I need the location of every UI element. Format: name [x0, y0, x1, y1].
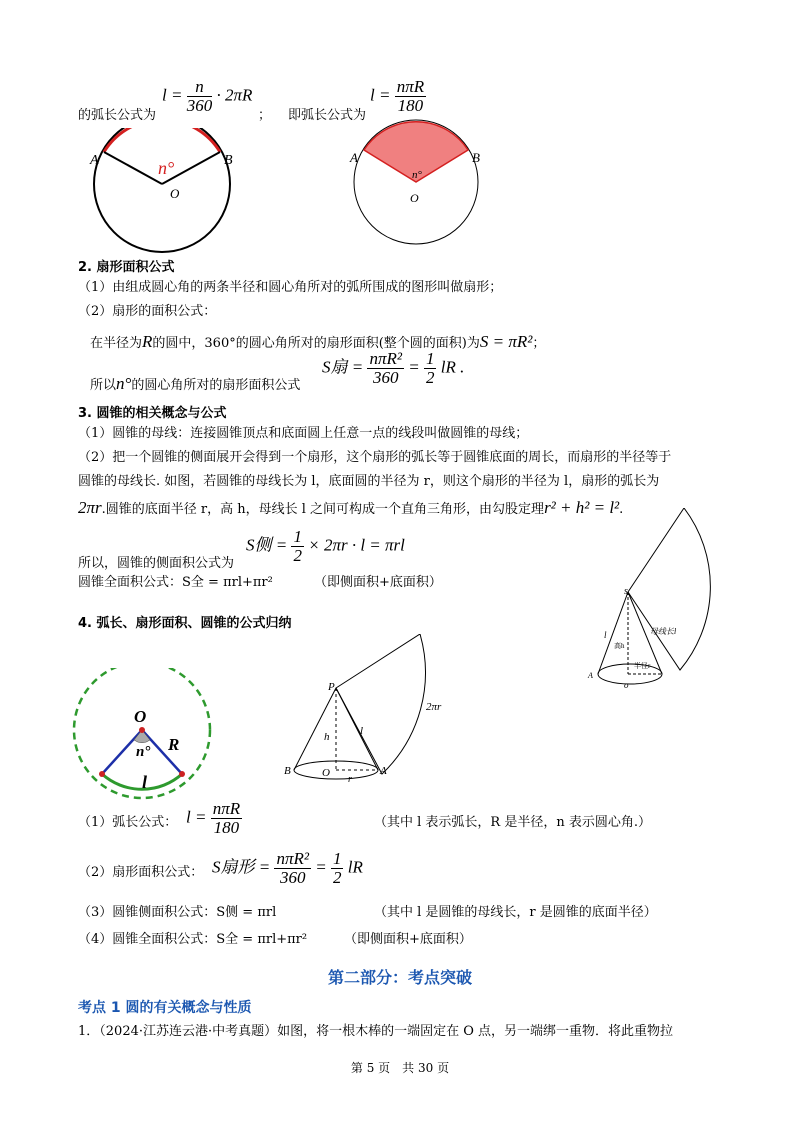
cone-fig-h: 高h — [614, 642, 625, 650]
summary-f1-note: （其中 l 表示弧长，R 是半径，n 表示圆心角.） — [374, 815, 651, 830]
cone-item-2b: 圆锥的母线长. 如图，若圆锥的母线长为 l，底面圆的半径为 r，则这个扇形的半径为 l，扇形的弧长为 — [78, 474, 660, 489]
summary-cone-B: B — [284, 765, 291, 777]
cone-figure — [584, 508, 724, 694]
summary-cone-figure — [280, 634, 480, 784]
sector-formula: S扇 = $\frac{\text{nπR²}}{360}$ = $\frac{1}{2}$ lR . — [322, 349, 465, 387]
arc-sep: ； — [258, 108, 272, 123]
cone-fig-l: l — [604, 630, 607, 640]
summary-f4-label: （4）圆锥全面积公式：S全 = πrl+πr² — [78, 932, 308, 947]
part2-q1: 1．（2024·江苏连云港·中考真题）如图，将一根木棒的一端固定在 O 点，另一端绑一重物．将此重物拉 — [78, 1024, 674, 1039]
cone-fig-O: o — [624, 680, 629, 690]
arc-left-B: B — [224, 153, 233, 168]
sector-line-3: 在半径为R的圆中，360°的圆心角所对的扇形面积(整个圆的面积)为S = πR²； — [90, 332, 546, 351]
summary-R: R — [168, 735, 180, 754]
cone-fig-A: A — [588, 671, 593, 680]
summary-f1: l = $\frac{\text{nπR}}{180}$ — [186, 799, 241, 837]
arc-left-O: O — [170, 186, 180, 201]
summary-n: n° — [136, 744, 151, 760]
page-footer: 第 5 页 共 30 页 — [350, 1061, 450, 1075]
arc-left-A: A — [90, 153, 99, 168]
arc-left-n: n° — [158, 158, 175, 178]
summary-f2-label: （2）扇形面积公式： — [78, 865, 204, 880]
cone-item-2c: 2πr.圆锥的底面半径 r，高 h，母线长 l 之间可构成一个直角三角形，由勾股定理r² + h² = l². — [78, 498, 624, 517]
sector-circle-figure — [344, 110, 494, 250]
arc-right-O: O — [410, 191, 419, 205]
sector-heading: 2. 扇形面积公式 — [78, 260, 175, 275]
summary-cone-O: O — [322, 767, 330, 779]
sector-item-2: （2）扇形的面积公式： — [78, 304, 217, 319]
cone-total-label: 圆锥全面积公式：S全 = πrl+πr² — [78, 575, 273, 590]
summary-cone-A: A — [380, 765, 387, 777]
cone-lateral-formula: S侧 = $\frac{1}{2}$ × 2πr · l = πrl — [246, 527, 405, 565]
summary-heading: 4. 弧长、扇形面积、圆锥的公式归纳 — [78, 616, 292, 631]
part2-kaodian: 考点 1 圆的有关概念与性质 — [78, 1000, 252, 1016]
cone-fig-mu: 母线长l — [650, 627, 677, 636]
summary-f3-note: （其中 l 是圆锥的母线长，r 是圆锥的底面半径） — [374, 905, 657, 920]
arc-circle-figure — [84, 128, 254, 260]
arc-label-2: 即弧长公式为 — [288, 108, 367, 123]
cone-heading: 3. 圆锥的相关概念与公式 — [78, 406, 227, 421]
sector-line-4-label: 所以n°的圆心角所对的扇形面积公式 — [90, 374, 301, 393]
arc-right-B: B — [472, 150, 480, 165]
summary-f3-label: （3）圆锥侧面积公式：S侧 = πrl — [78, 905, 277, 920]
cone-item-2: （2）把一个圆锥的侧面展开会得到一个扇形，这个扇形的弧长等于圆锥底面的周长，而扇形的半径等于 — [78, 450, 672, 465]
cone-lateral-label: 所以，圆锥的侧面积公式为 — [78, 556, 235, 571]
arc-label-1: 的弧长公式为 — [78, 108, 157, 123]
summary-cone-r: r — [348, 774, 352, 784]
summary-f2: S扇形 = $\frac{\text{nπR²}}{360}$ = $\frac{1}{2}$ lR — [212, 849, 363, 887]
summary-f4-note: （即侧面积+底面积） — [344, 932, 472, 947]
cone-total-note: （即侧面积+底面积） — [314, 575, 442, 590]
arc-right-n: n° — [412, 169, 422, 181]
part2-title: 第二部分：考点突破 — [327, 968, 472, 987]
summary-l: l — [142, 772, 148, 792]
summary-cone-P: P — [328, 681, 335, 693]
cone-fig-r: 半径r — [634, 662, 651, 670]
arc-formula-1: l = $\frac{n}{360}$ · 2πR — [162, 77, 253, 115]
summary-cone-arc: 2πr — [426, 701, 442, 713]
summary-cone-h: h — [324, 731, 330, 743]
arc-right-A: A — [350, 150, 358, 165]
cone-item-1: （1）圆锥的母线：连接圆锥顶点和底面圆上任意一点的线段叫做圆锥的母线； — [78, 426, 529, 441]
cone-fig-S: s — [624, 586, 628, 597]
summary-circle-figure — [70, 668, 220, 818]
summary-f1-label: （1）弧长公式： — [78, 815, 178, 830]
sector-item-1: （1）由组成圆心角的两条半径和圆心角所对的弧所围成的图形叫做扇形； — [78, 280, 503, 295]
arc-formula-2: l = $\frac{\text{nπR}}{180}$ — [370, 77, 425, 115]
summary-O: O — [134, 707, 147, 726]
summary-cone-l: l — [360, 725, 364, 737]
